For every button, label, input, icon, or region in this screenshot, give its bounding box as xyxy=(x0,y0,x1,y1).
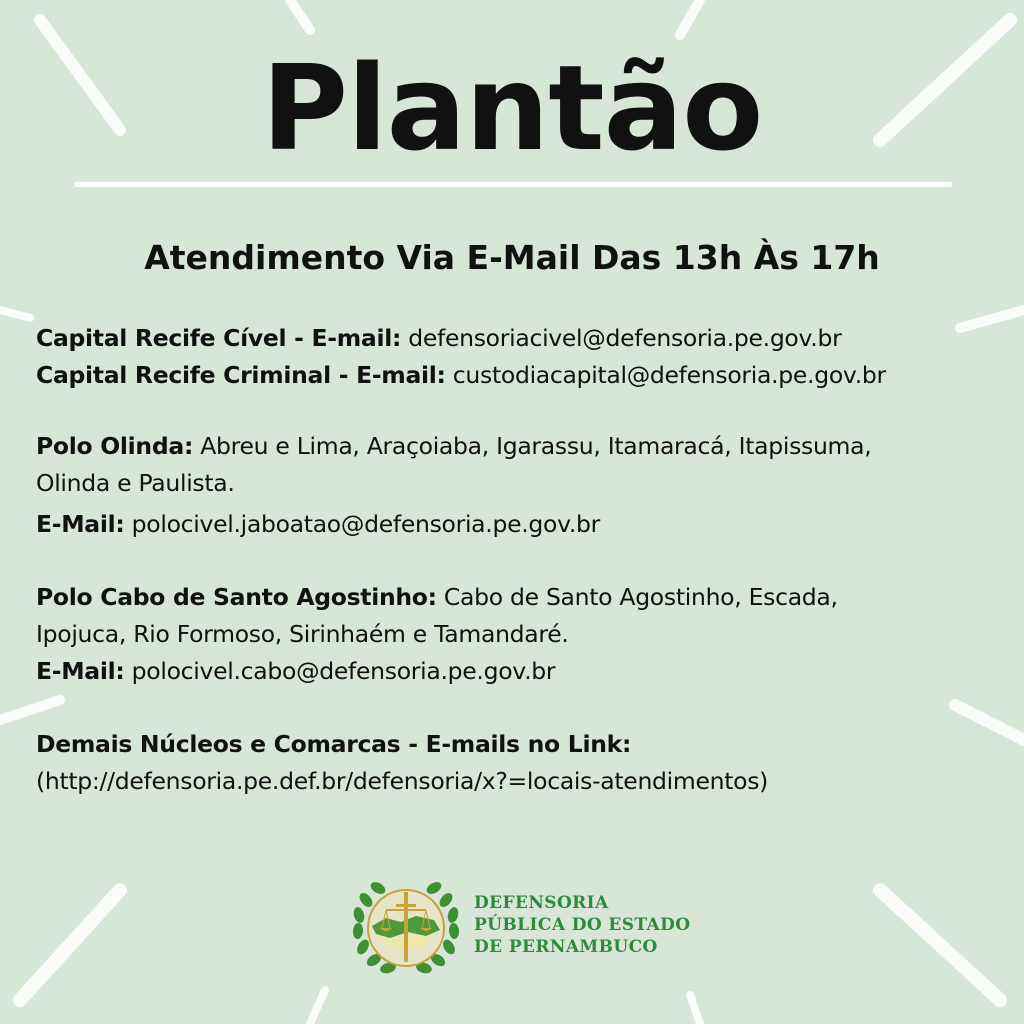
cabo-email-line xyxy=(36,653,1016,690)
capital-criminal-label: Capital Recife Criminal - E-mail: xyxy=(36,361,446,389)
olinda-cities-2: Olinda e Paulista. xyxy=(36,469,235,497)
capital-civel-line xyxy=(36,320,1016,357)
olinda-email-line xyxy=(36,506,1016,543)
title-divider xyxy=(74,182,952,187)
demais-link[interactable]: (http://defensoria.pe.def.br/defensoria/x?=locais-atendimentos) xyxy=(36,767,769,795)
capital-civel-email[interactable]: defensoriacivel@defensoria.pe.gov.br xyxy=(408,324,842,352)
page-title: Plantão xyxy=(261,39,763,177)
defensoria-logo xyxy=(346,870,691,980)
contact-list xyxy=(36,320,1016,800)
olinda-cities-line1 xyxy=(36,428,1016,465)
logo-line-2: PÚBLICA DO ESTADO xyxy=(474,915,691,935)
cabo-cities-line1 xyxy=(36,579,1016,616)
page-subtitle: Atendimento Via E-Mail Das 13h Às 17h xyxy=(144,238,880,277)
cabo-email-label: E-Mail: xyxy=(36,657,125,685)
demais-label: Demais Núcleos e Comarcas - E-mails no Link: xyxy=(36,730,632,758)
defensoria-seal-icon xyxy=(346,870,466,980)
logo-text xyxy=(474,892,691,958)
cabo-email[interactable]: polocivel.cabo@defensoria.pe.gov.br xyxy=(131,657,556,685)
capital-civel-label: Capital Recife Cível - E-mail: xyxy=(36,324,402,352)
capital-criminal-email[interactable]: custodiacapital@defensoria.pe.gov.br xyxy=(452,361,886,389)
olinda-cities-1: Abreu e Lima, Araçoiaba, Igarassu, Itamaracá, Itapissuma, xyxy=(200,432,872,460)
capital-criminal-line xyxy=(36,357,1016,394)
logo-line-3: DE PERNAMBUCO xyxy=(474,937,658,957)
logo-line-1: DEFENSORIA xyxy=(474,893,609,913)
demais-label-line xyxy=(36,726,1016,763)
olinda-email[interactable]: polocivel.jaboatao@defensoria.pe.gov.br xyxy=(131,510,601,538)
cabo-cities-2: Ipojuca, Rio Formoso, Sirinhaém e Tamandaré. xyxy=(36,620,569,648)
cabo-cities-1: Cabo de Santo Agostinho, Escada, xyxy=(443,583,838,611)
cabo-label: Polo Cabo de Santo Agostinho: xyxy=(36,583,437,611)
olinda-label: Polo Olinda: xyxy=(36,432,194,460)
olinda-email-label: E-Mail: xyxy=(36,510,125,538)
